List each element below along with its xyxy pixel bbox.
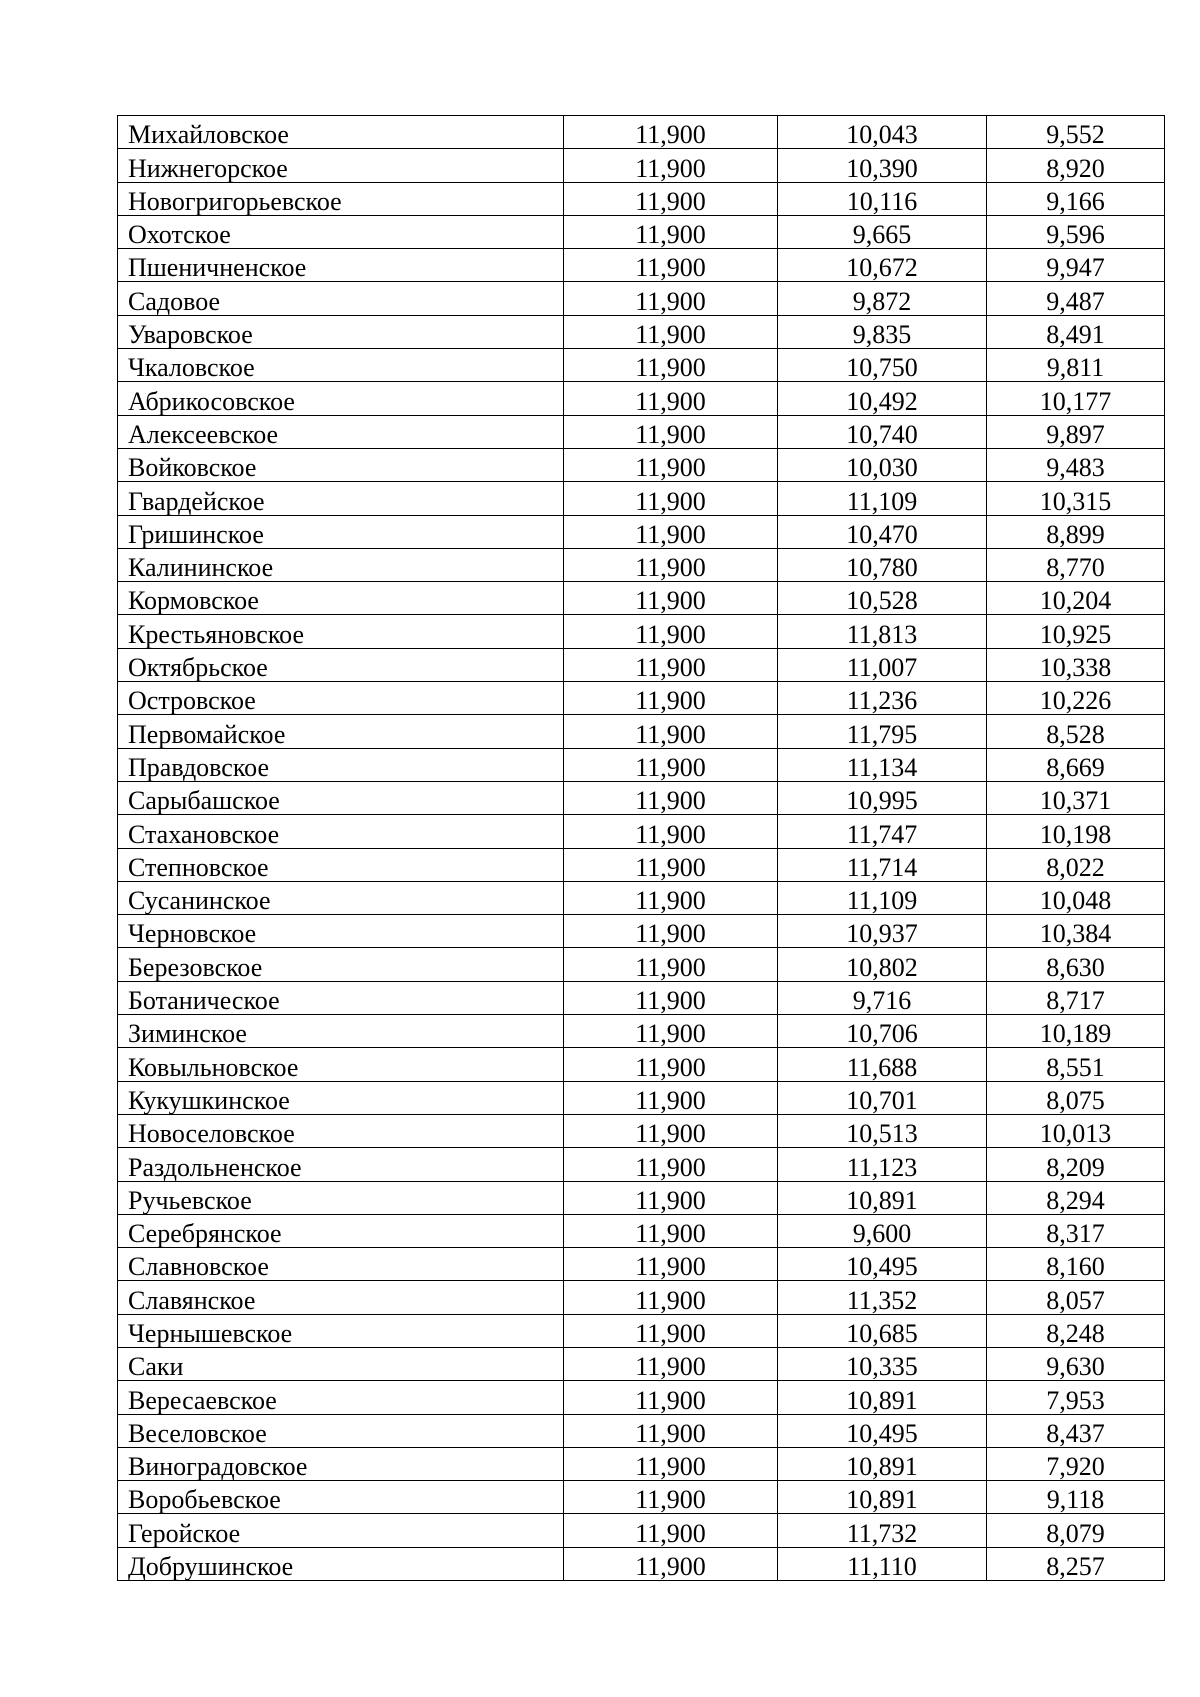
value-cell-2: 11,109 (778, 881, 987, 914)
value-cell-2: 10,891 (778, 1481, 987, 1514)
value-cell-2: 10,802 (778, 948, 987, 981)
table-row (118, 1481, 1165, 1514)
value-cell-1: 11,900 (564, 848, 778, 881)
value-cell-1: 11,900 (564, 249, 778, 282)
settlement-name-cell: Воробьевское (118, 1481, 564, 1514)
settlement-name-cell: Ручьевское (118, 1181, 564, 1214)
value-cell-3: 9,552 (987, 116, 1165, 149)
table-row (118, 349, 1165, 382)
value-cell-3: 8,437 (987, 1414, 1165, 1447)
settlement-name-cell: Кормовское (118, 582, 564, 615)
value-cell-3: 10,189 (987, 1015, 1165, 1048)
settlement-name-cell: Садовое (118, 282, 564, 315)
value-cell-1: 11,900 (564, 448, 778, 481)
value-cell-3: 7,920 (987, 1447, 1165, 1480)
value-cell-1: 11,900 (564, 382, 778, 415)
settlement-name-cell: Славянское (118, 1281, 564, 1314)
settlement-name-cell: Чернышевское (118, 1314, 564, 1347)
value-cell-1: 11,900 (564, 482, 778, 515)
value-cell-2: 9,716 (778, 981, 987, 1014)
value-cell-1: 11,900 (564, 648, 778, 681)
value-cell-2: 11,714 (778, 848, 987, 881)
value-cell-3: 8,294 (987, 1181, 1165, 1214)
value-cell-2: 10,470 (778, 515, 987, 548)
value-cell-3: 10,204 (987, 582, 1165, 615)
value-cell-3: 9,487 (987, 282, 1165, 315)
table-row (118, 1081, 1165, 1114)
value-cell-1: 11,900 (564, 715, 778, 748)
value-cell-2: 10,740 (778, 415, 987, 448)
value-cell-2: 10,335 (778, 1347, 987, 1380)
value-cell-1: 11,900 (564, 1381, 778, 1414)
table-row (118, 748, 1165, 781)
value-cell-1: 11,900 (564, 948, 778, 981)
value-cell-3: 8,920 (987, 149, 1165, 182)
settlement-name-cell: Раздольненское (118, 1148, 564, 1181)
value-cell-2: 10,043 (778, 116, 987, 149)
value-cell-3: 10,198 (987, 815, 1165, 848)
data-table (117, 115, 1165, 1581)
value-cell-3: 8,630 (987, 948, 1165, 981)
value-cell-2: 11,109 (778, 482, 987, 515)
settlement-name-cell: Добрушинское (118, 1547, 564, 1580)
value-cell-1: 11,900 (564, 615, 778, 648)
value-cell-3: 7,953 (987, 1381, 1165, 1414)
value-cell-2: 10,116 (778, 182, 987, 215)
table-row (118, 1015, 1165, 1048)
settlement-name-cell: Геройское (118, 1514, 564, 1547)
settlement-name-cell: Черновское (118, 915, 564, 948)
value-cell-1: 11,900 (564, 815, 778, 848)
value-cell-1: 11,900 (564, 1148, 778, 1181)
value-cell-3: 10,925 (987, 615, 1165, 648)
value-cell-1: 11,900 (564, 748, 778, 781)
value-cell-2: 11,795 (778, 715, 987, 748)
value-cell-3: 8,160 (987, 1248, 1165, 1281)
table-row (118, 781, 1165, 814)
settlement-name-cell: Степновское (118, 848, 564, 881)
value-cell-3: 9,897 (987, 415, 1165, 448)
settlement-name-cell: Чкаловское (118, 349, 564, 382)
value-cell-3: 8,079 (987, 1514, 1165, 1547)
value-cell-2: 11,732 (778, 1514, 987, 1547)
value-cell-2: 10,891 (778, 1381, 987, 1414)
value-cell-2: 10,495 (778, 1248, 987, 1281)
value-cell-1: 11,900 (564, 1414, 778, 1447)
table-row (118, 948, 1165, 981)
table-row (118, 648, 1165, 681)
settlement-name-cell: Крестьяновское (118, 615, 564, 648)
value-cell-1: 11,900 (564, 182, 778, 215)
value-cell-1: 11,900 (564, 881, 778, 914)
table-row (118, 881, 1165, 914)
value-cell-2: 10,701 (778, 1081, 987, 1114)
settlement-name-cell: Гришинское (118, 515, 564, 548)
table-row (118, 215, 1165, 248)
value-cell-2: 11,813 (778, 615, 987, 648)
value-cell-3: 8,257 (987, 1547, 1165, 1580)
settlement-name-cell: Уваровское (118, 315, 564, 348)
value-cell-2: 10,780 (778, 548, 987, 581)
table-row (118, 1547, 1165, 1580)
settlement-name-cell: Березовское (118, 948, 564, 981)
table-row (118, 682, 1165, 715)
value-cell-2: 10,891 (778, 1181, 987, 1214)
value-cell-3: 10,384 (987, 915, 1165, 948)
value-cell-2: 9,665 (778, 215, 987, 248)
settlement-name-cell: Виноградовское (118, 1447, 564, 1480)
value-cell-1: 11,900 (564, 981, 778, 1014)
value-cell-2: 10,672 (778, 249, 987, 282)
value-cell-2: 11,110 (778, 1547, 987, 1580)
value-cell-2: 10,937 (778, 915, 987, 948)
value-cell-3: 8,669 (987, 748, 1165, 781)
settlement-name-cell: Новогригорьевское (118, 182, 564, 215)
table-row (118, 1447, 1165, 1480)
value-cell-2: 11,007 (778, 648, 987, 681)
settlement-name-cell: Кукушкинское (118, 1081, 564, 1114)
table-row (118, 1114, 1165, 1147)
table-row (118, 249, 1165, 282)
value-cell-3: 8,717 (987, 981, 1165, 1014)
value-cell-3: 9,166 (987, 182, 1165, 215)
settlement-name-cell: Островское (118, 682, 564, 715)
settlement-name-cell: Михайловское (118, 116, 564, 149)
value-cell-3: 9,630 (987, 1347, 1165, 1380)
table-row (118, 315, 1165, 348)
value-cell-2: 11,123 (778, 1148, 987, 1181)
settlement-name-cell: Стахановское (118, 815, 564, 848)
value-cell-2: 9,872 (778, 282, 987, 315)
settlement-name-cell: Сарыбашское (118, 781, 564, 814)
settlement-name-cell: Алексеевское (118, 415, 564, 448)
table-row (118, 282, 1165, 315)
value-cell-3: 8,022 (987, 848, 1165, 881)
value-cell-2: 11,747 (778, 815, 987, 848)
table-row (118, 448, 1165, 481)
table-row (118, 1048, 1165, 1081)
value-cell-3: 8,770 (987, 548, 1165, 581)
settlement-name-cell: Сусанинское (118, 881, 564, 914)
table-row (118, 1181, 1165, 1214)
value-cell-1: 11,900 (564, 1281, 778, 1314)
value-cell-1: 11,900 (564, 1447, 778, 1480)
value-cell-3: 8,248 (987, 1314, 1165, 1347)
value-cell-1: 11,900 (564, 682, 778, 715)
table-row (118, 515, 1165, 548)
value-cell-3: 10,226 (987, 682, 1165, 715)
value-cell-2: 10,390 (778, 149, 987, 182)
settlement-name-cell: Ботаническое (118, 981, 564, 1014)
value-cell-3: 9,483 (987, 448, 1165, 481)
value-cell-3: 10,315 (987, 482, 1165, 515)
value-cell-2: 10,685 (778, 1314, 987, 1347)
value-cell-1: 11,900 (564, 116, 778, 149)
value-cell-2: 10,030 (778, 448, 987, 481)
settlement-name-cell: Охотское (118, 215, 564, 248)
value-cell-3: 9,118 (987, 1481, 1165, 1514)
value-cell-3: 8,075 (987, 1081, 1165, 1114)
value-cell-1: 11,900 (564, 282, 778, 315)
settlement-name-cell: Нижнегорское (118, 149, 564, 182)
settlement-name-cell: Первомайское (118, 715, 564, 748)
value-cell-2: 11,688 (778, 1048, 987, 1081)
settlement-name-cell: Зиминское (118, 1015, 564, 1048)
value-cell-3: 8,317 (987, 1214, 1165, 1247)
value-cell-1: 11,900 (564, 915, 778, 948)
table-row (118, 1214, 1165, 1247)
value-cell-2: 9,835 (778, 315, 987, 348)
table-row (118, 382, 1165, 415)
value-cell-2: 11,134 (778, 748, 987, 781)
table-row (118, 1514, 1165, 1547)
value-cell-2: 10,706 (778, 1015, 987, 1048)
value-cell-1: 11,900 (564, 1214, 778, 1247)
table-row (118, 116, 1165, 149)
value-cell-3: 8,899 (987, 515, 1165, 548)
settlement-name-cell: Веселовское (118, 1414, 564, 1447)
table-row (118, 715, 1165, 748)
value-cell-2: 10,528 (778, 582, 987, 615)
settlement-name-cell: Правдовское (118, 748, 564, 781)
value-cell-2: 9,600 (778, 1214, 987, 1247)
table-row (118, 615, 1165, 648)
value-cell-3: 8,057 (987, 1281, 1165, 1314)
table-row (118, 415, 1165, 448)
table-row (118, 1381, 1165, 1414)
value-cell-1: 11,900 (564, 1514, 778, 1547)
value-cell-1: 11,900 (564, 315, 778, 348)
value-cell-1: 11,900 (564, 1048, 778, 1081)
table-row (118, 815, 1165, 848)
value-cell-1: 11,900 (564, 582, 778, 615)
value-cell-1: 11,900 (564, 1181, 778, 1214)
value-cell-2: 11,236 (778, 682, 987, 715)
value-cell-1: 11,900 (564, 149, 778, 182)
settlement-name-cell: Калининское (118, 548, 564, 581)
settlement-name-cell: Вересаевское (118, 1381, 564, 1414)
table-row (118, 1281, 1165, 1314)
value-cell-1: 11,900 (564, 1248, 778, 1281)
value-cell-3: 8,528 (987, 715, 1165, 748)
value-cell-2: 10,513 (778, 1114, 987, 1147)
value-cell-2: 10,495 (778, 1414, 987, 1447)
table-row (118, 482, 1165, 515)
value-cell-3: 8,491 (987, 315, 1165, 348)
value-cell-2: 10,492 (778, 382, 987, 415)
value-cell-1: 11,900 (564, 1114, 778, 1147)
table-row (118, 981, 1165, 1014)
table-row (118, 1148, 1165, 1181)
value-cell-2: 10,750 (778, 349, 987, 382)
value-cell-3: 10,013 (987, 1114, 1165, 1147)
value-cell-3: 8,209 (987, 1148, 1165, 1181)
settlement-name-cell: Саки (118, 1347, 564, 1380)
value-cell-2: 10,995 (778, 781, 987, 814)
value-cell-1: 11,900 (564, 1347, 778, 1380)
value-cell-2: 10,891 (778, 1447, 987, 1480)
value-cell-1: 11,900 (564, 781, 778, 814)
value-cell-2: 11,352 (778, 1281, 987, 1314)
table-row (118, 548, 1165, 581)
table-row (118, 1414, 1165, 1447)
value-cell-3: 8,551 (987, 1048, 1165, 1081)
value-cell-1: 11,900 (564, 349, 778, 382)
value-cell-3: 10,177 (987, 382, 1165, 415)
settlement-name-cell: Войковское (118, 448, 564, 481)
settlement-name-cell: Пшеничненское (118, 249, 564, 282)
settlement-name-cell: Новоселовское (118, 1114, 564, 1147)
value-cell-1: 11,900 (564, 1081, 778, 1114)
value-cell-1: 11,900 (564, 1314, 778, 1347)
table-row (118, 1347, 1165, 1380)
value-cell-1: 11,900 (564, 1547, 778, 1580)
settlement-name-cell: Октябрьское (118, 648, 564, 681)
table-row (118, 915, 1165, 948)
value-cell-3: 9,596 (987, 215, 1165, 248)
value-cell-1: 11,900 (564, 1015, 778, 1048)
settlement-name-cell: Гвардейское (118, 482, 564, 515)
value-cell-3: 9,947 (987, 249, 1165, 282)
table-row (118, 182, 1165, 215)
settlement-name-cell: Абрикосовское (118, 382, 564, 415)
table-row (118, 1314, 1165, 1347)
value-cell-3: 10,048 (987, 881, 1165, 914)
table-row (118, 848, 1165, 881)
value-cell-3: 9,811 (987, 349, 1165, 382)
table-row (118, 149, 1165, 182)
value-cell-1: 11,900 (564, 415, 778, 448)
table-body (118, 116, 1165, 1581)
settlement-name-cell: Ковыльновское (118, 1048, 564, 1081)
value-cell-1: 11,900 (564, 215, 778, 248)
settlement-name-cell: Славновское (118, 1248, 564, 1281)
value-cell-1: 11,900 (564, 1481, 778, 1514)
table-row (118, 1248, 1165, 1281)
settlement-name-cell: Серебрянское (118, 1214, 564, 1247)
table-row (118, 582, 1165, 615)
value-cell-3: 10,371 (987, 781, 1165, 814)
value-cell-1: 11,900 (564, 548, 778, 581)
value-cell-3: 10,338 (987, 648, 1165, 681)
value-cell-1: 11,900 (564, 515, 778, 548)
